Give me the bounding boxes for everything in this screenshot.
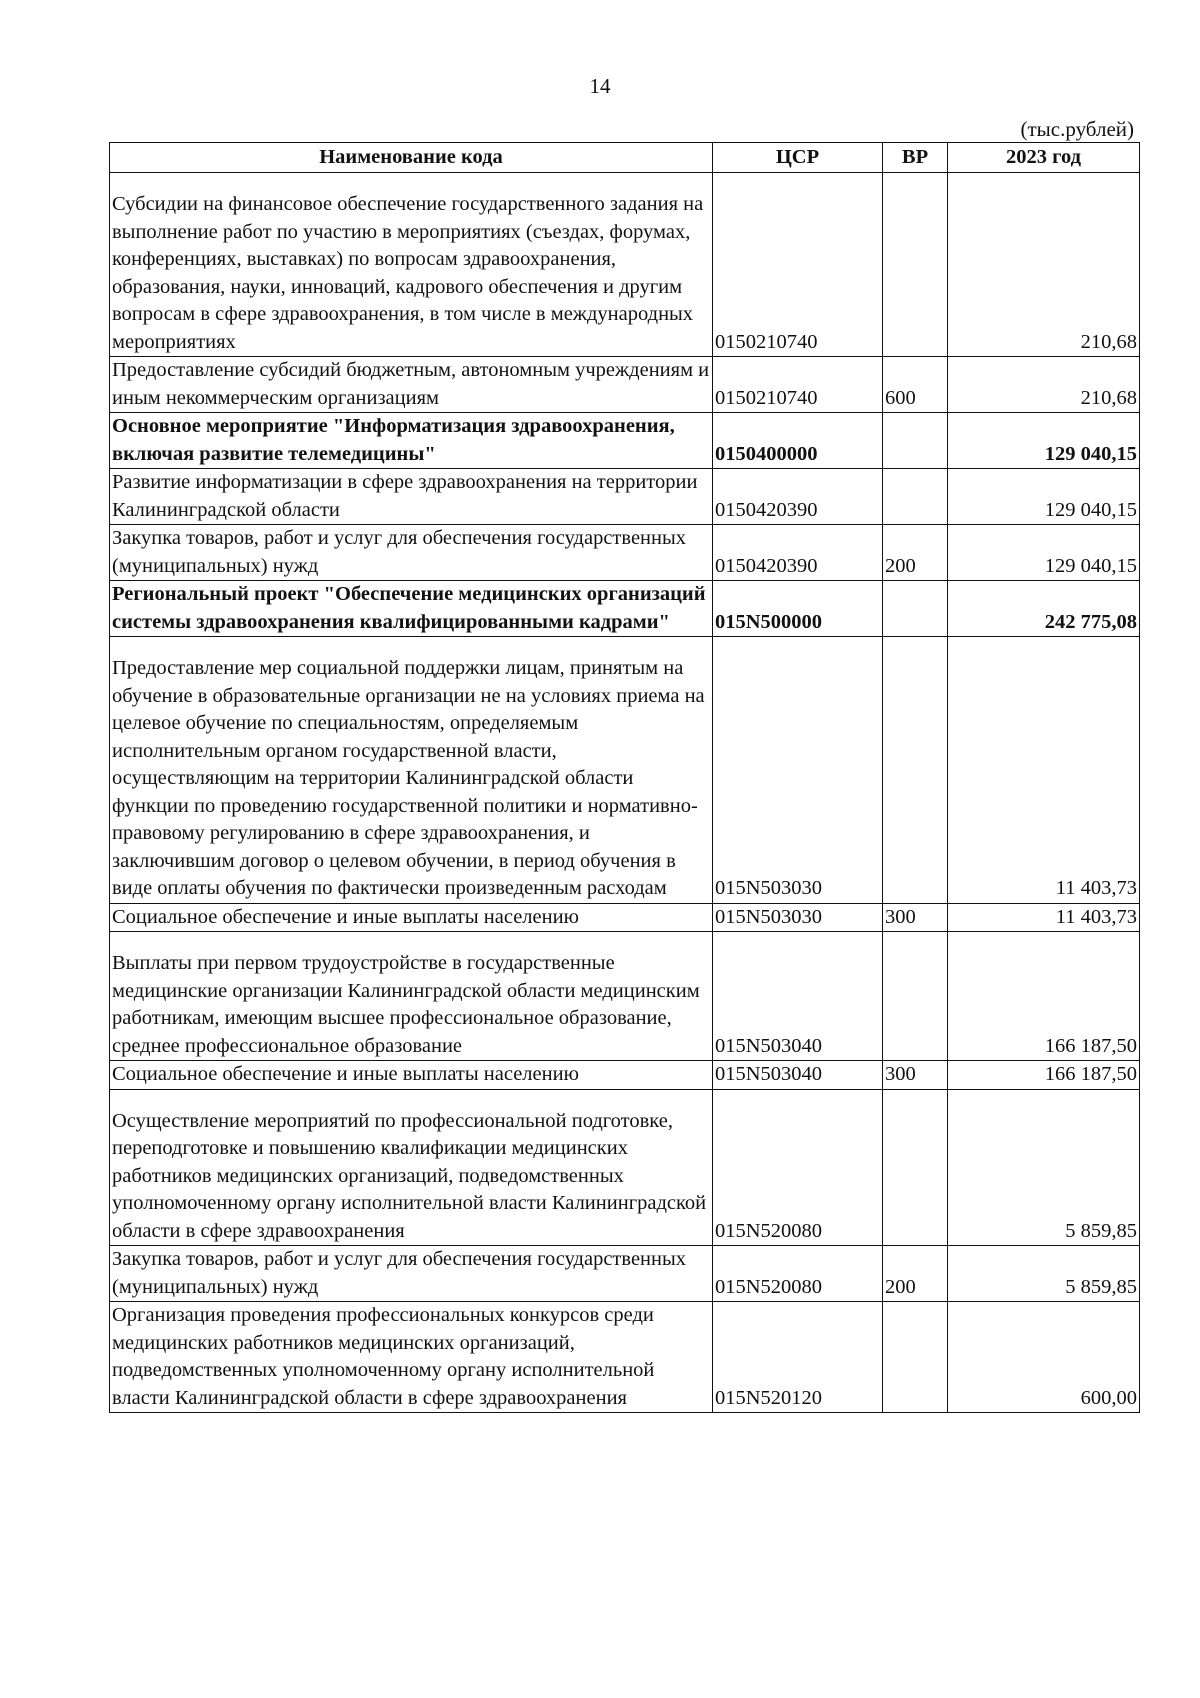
row-amount: 166 187,50 xyxy=(948,1061,1140,1090)
row-vr: 600 xyxy=(883,357,948,413)
header-vr: ВР xyxy=(883,143,948,173)
table-row xyxy=(110,903,1140,932)
row-vr xyxy=(883,1089,948,1246)
units-label: (тыс.рублей) xyxy=(1020,117,1134,141)
table-row xyxy=(110,1089,1140,1246)
table-row xyxy=(110,1302,1140,1413)
row-amount: 11 403,73 xyxy=(948,903,1140,932)
row-code: 015N520080 xyxy=(713,1089,883,1246)
table-row xyxy=(110,1246,1140,1302)
row-vr xyxy=(883,469,948,525)
row-code: 015N503040 xyxy=(713,932,883,1061)
table-row xyxy=(110,173,1140,357)
table-row xyxy=(110,932,1140,1061)
row-name: Развитие информатизации в сфере здравоохранения на территории Калининградской области xyxy=(110,469,713,525)
row-vr xyxy=(883,932,948,1061)
header-csr: ЦСР xyxy=(713,143,883,173)
row-code: 015N520080 xyxy=(713,1246,883,1302)
row-vr: 200 xyxy=(883,525,948,581)
table-row xyxy=(110,1061,1140,1090)
row-code: 015N503040 xyxy=(713,1061,883,1090)
row-name: Закупка товаров, работ и услуг для обеспечения государственных (муниципальных) нужд xyxy=(110,1246,713,1302)
table-row xyxy=(110,469,1140,525)
row-name: Социальное обеспечение и иные выплаты населению xyxy=(110,903,713,932)
table-row xyxy=(110,581,1140,637)
row-amount: 210,68 xyxy=(948,173,1140,357)
row-vr xyxy=(883,637,948,904)
row-amount: 129 040,15 xyxy=(948,525,1140,581)
row-name: Закупка товаров, работ и услуг для обеспечения государственных (муниципальных) нужд xyxy=(110,525,713,581)
row-code: 0150210740 xyxy=(713,173,883,357)
row-vr xyxy=(883,1302,948,1413)
row-amount: 600,00 xyxy=(948,1302,1140,1413)
row-amount: 5 859,85 xyxy=(948,1089,1140,1246)
row-name: Предоставление мер социальной поддержки лицам, принятым на обучение в образовательные организации не на условиях приема на целевое обучение по специальностям, определяемым исполнительным органом государственной власти, осуществляющим на территории Калининградской области функции по проведению государственной политики и нормативно-правовому регулированию в сфере здравоохранения, и заключившим договор о целевом обучении, в период обучения в виде оплаты обучения по фактически произведенным расходам xyxy=(110,637,713,904)
row-code: 015N500000 xyxy=(713,581,883,637)
row-name: Осуществление мероприятий по профессиональной подготовке, переподготовке и повышению квалификации медицинских работников медицинских организаций, подведомственных уполномоченному органу исполнительной власти Калининградской области в сфере здравоохранения xyxy=(110,1089,713,1246)
row-code: 015N520120 xyxy=(713,1302,883,1413)
row-name: Выплаты при первом трудоустройстве в государственные медицинские организации Калининградской области медицинским работникам, имеющим высшее профессиональное образование, среднее профессиональное образование xyxy=(110,932,713,1061)
page-number: 14 xyxy=(589,74,611,98)
row-amount: 129 040,15 xyxy=(948,469,1140,525)
table-row xyxy=(110,525,1140,581)
budget-table xyxy=(109,142,1140,1413)
row-vr: 200 xyxy=(883,1246,948,1302)
row-code: 0150420390 xyxy=(713,525,883,581)
header-year: 2023 год xyxy=(948,143,1140,173)
row-code: 015N503030 xyxy=(713,903,883,932)
row-code: 015N503030 xyxy=(713,637,883,904)
row-amount: 166 187,50 xyxy=(948,932,1140,1061)
row-amount: 210,68 xyxy=(948,357,1140,413)
row-amount: 11 403,73 xyxy=(948,637,1140,904)
row-name: Региональный проект "Обеспечение медицинских организаций системы здравоохранения квалифицированными кадрами" xyxy=(110,581,713,637)
row-name: Социальное обеспечение и иные выплаты населению xyxy=(110,1061,713,1090)
row-vr xyxy=(883,413,948,469)
header-name: Наименование кода xyxy=(110,143,713,173)
row-code: 0150400000 xyxy=(713,413,883,469)
row-code: 0150210740 xyxy=(713,357,883,413)
row-code: 0150420390 xyxy=(713,469,883,525)
table-row xyxy=(110,357,1140,413)
row-name: Основное мероприятие "Информатизация здравоохранения, включая развитие телемедицины" xyxy=(110,413,713,469)
table-header-row xyxy=(110,143,1140,173)
table-row xyxy=(110,637,1140,904)
row-name: Организация проведения профессиональных конкурсов среди медицинских работников медицинских организаций, подведомственных уполномоченному органу исполнительной власти Калининградской области в сфере здравоохранения xyxy=(110,1302,713,1413)
row-amount: 5 859,85 xyxy=(948,1246,1140,1302)
row-vr xyxy=(883,173,948,357)
table-row xyxy=(110,413,1140,469)
row-vr: 300 xyxy=(883,903,948,932)
row-amount: 242 775,08 xyxy=(948,581,1140,637)
row-vr xyxy=(883,581,948,637)
row-vr: 300 xyxy=(883,1061,948,1090)
row-amount: 129 040,15 xyxy=(948,413,1140,469)
row-name: Субсидии на финансовое обеспечение государственного задания на выполнение работ по участию в мероприятиях (съездах, форумах, конференциях, выставках) по вопросам здравоохранения, образования, науки, инноваций, кадрового обеспечения и другим вопросам в сфере здравоохранения, в том числе в международных мероприятиях xyxy=(110,173,713,357)
row-name: Предоставление субсидий бюджетным, автономным учреждениям и иным некоммерческим организациям xyxy=(110,357,713,413)
